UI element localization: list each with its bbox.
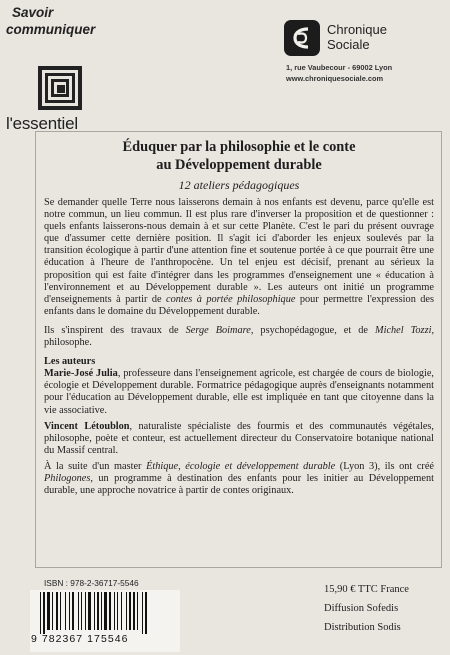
diffusion: Diffusion Sofedis bbox=[324, 603, 399, 614]
author-bio-2 bbox=[44, 421, 434, 457]
publisher-name-line1: Chronique bbox=[327, 22, 387, 37]
barcode-icon bbox=[40, 592, 176, 634]
author-name-1: Marie-José Julia bbox=[44, 368, 118, 380]
price-block bbox=[324, 584, 409, 641]
publisher-name bbox=[327, 22, 387, 52]
authors-heading: Les auteurs bbox=[44, 356, 96, 368]
summary-text: Se demander quelle Terre nous laisserons demain à nos enfants est devenu, parce qu'elle est notre commun, un lieu commun. Il est plus rare d'inverser la proposition et de questionner : quels enfants laisserons-nous demain à et sur cette Planète. C'est le pari du présent ouvrage que d'assumer cette dernière position. Il s'agit ici d'aborder les enjeux soulevés par la transition écologique à partir d'une attention fine et soutenue portée à ce que pourrait être une éducation à l'heure de l'anthropocène. Un tel enjeu est décisif, prenant au sérieux la proposition qui est faite d'intégrer dans les programmes d'enseignement une « éducation à l'environnement et au Développement durable ». Les auteurs ont initié un programme d'enseignements à partir de bbox=[44, 197, 434, 305]
summary-paragraph bbox=[44, 197, 434, 318]
author-bio-text-1: , professeure dans l'enseignement agricole, est chargée de cours de biologie, écologie et Développement durable. Formatrice pédagogique auprès d'enseignants notamment pour l'éducation au Développement durable, elle est impliquée en tant que citoyenne dans la vie associative. bbox=[44, 368, 434, 416]
publisher-website: www.chroniquesociale.com bbox=[286, 74, 384, 83]
joint-start: À la suite d'un master bbox=[44, 460, 147, 472]
inspiration-mid: , psychopédagogue, et de bbox=[250, 324, 376, 336]
nested-squares-icon bbox=[38, 66, 82, 110]
barcode-digits: 9 782367 175546 bbox=[31, 633, 129, 645]
book-title-line1: Éduquer par la philosophie et le conte bbox=[122, 139, 356, 155]
series-name bbox=[6, 4, 126, 38]
summary-italic: contes à portée philosophique bbox=[166, 293, 296, 305]
author-bio-text-2: , naturaliste spécialiste des fourmis et des communautés végétales, philosophe, poète et conteur, est actuellement directeur du Conservatoire botanique national du Massif central. bbox=[44, 420, 435, 456]
joint-end: , un programme à destination des enfants pour les initier au Développement durable, une approche novatrice à partir de contes originaux. bbox=[44, 472, 434, 497]
author-bio-1 bbox=[44, 368, 434, 416]
book-title bbox=[44, 139, 434, 174]
inspiration-name1: Serge Boimare bbox=[185, 324, 251, 336]
price: 15,90 € TTC France bbox=[324, 584, 409, 595]
collection-name: l'essentiel bbox=[6, 114, 78, 133]
joint-mid: (Lyon 3), ils ont créé bbox=[335, 460, 434, 472]
series-line2: communiquer bbox=[6, 22, 96, 37]
publisher-address: 1, rue Vaubecour - 69002 Lyon bbox=[286, 63, 393, 72]
distribution: Distribution Sodis bbox=[324, 622, 401, 633]
joint-program-name: Philogones bbox=[44, 472, 91, 484]
isbn-label: ISBN : 978-2-36717-5546 bbox=[44, 578, 139, 588]
inspiration-start: Ils s'inspirent des travaux de bbox=[44, 324, 186, 336]
barcode-area bbox=[30, 590, 180, 652]
back-cover-text bbox=[44, 139, 434, 501]
inspiration-paragraph bbox=[44, 325, 434, 349]
publisher-contact bbox=[286, 62, 392, 84]
summary-end: pour permettre l'expression des enfants dans le domaine du Développement durable. bbox=[44, 293, 435, 317]
series-line1: Savoir bbox=[12, 5, 54, 20]
publisher-name-line2: Sociale bbox=[327, 37, 370, 52]
book-subtitle: 12 ateliers pédagogiques bbox=[178, 178, 300, 192]
book-title-line2: au Développement durable bbox=[156, 156, 322, 173]
inspiration-name2: Michel Tozzi bbox=[375, 324, 432, 336]
inspiration-end: , philosophe. bbox=[44, 324, 435, 349]
author-name-2: Vincent Létoublon bbox=[44, 420, 130, 432]
chronique-sociale-logo-icon bbox=[284, 20, 320, 56]
authors-joint-paragraph bbox=[44, 461, 434, 497]
joint-master-name: Éthique, écologie et développement durable bbox=[146, 460, 336, 472]
